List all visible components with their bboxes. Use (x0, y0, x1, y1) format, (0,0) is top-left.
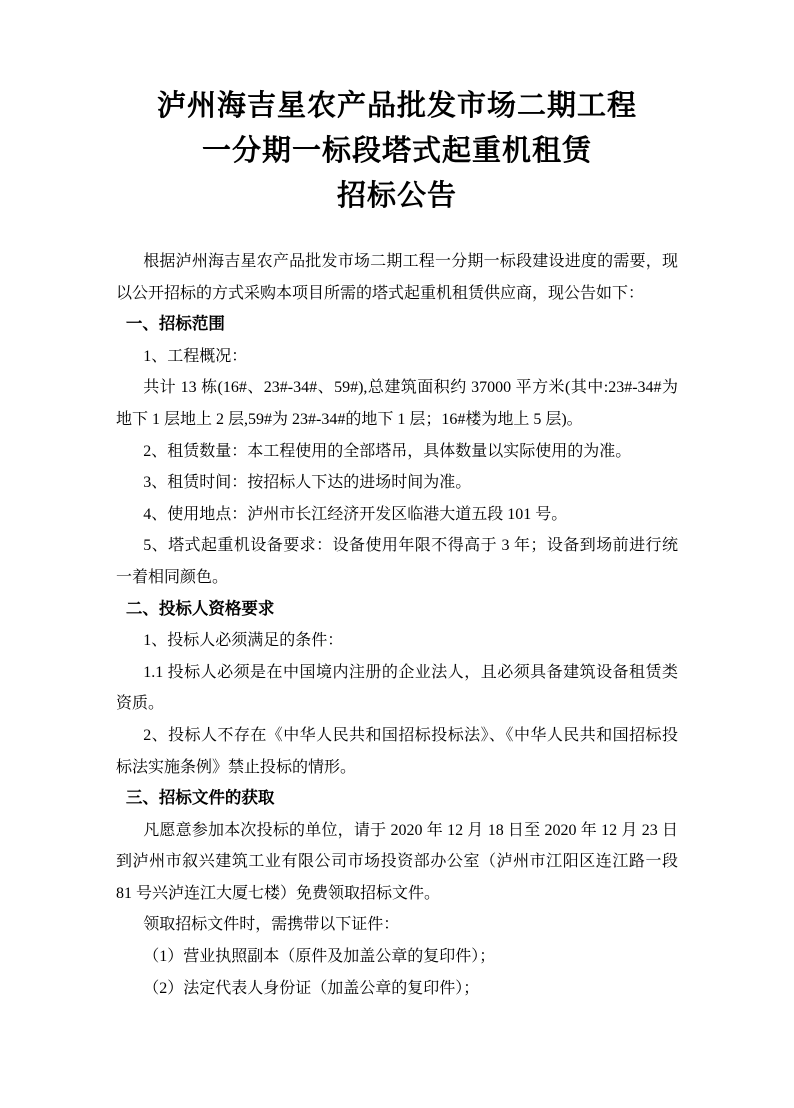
section-3-certificate-2: （2）法定代表人身份证（加盖公章的复印件）； (143, 979, 480, 997)
document-title (116, 84, 678, 219)
section-2-item-1-1: 1.1 投标人必须是在中国境内注册的企业法人，且必须具备建筑设备租赁类资质。 (116, 663, 678, 713)
section-2-item-1: 1、投标人必须满足的条件： (143, 632, 344, 650)
intro-paragraph: 根据泸州海吉星农产品批发市场二期工程一分期一标段建设进度的需要，现以公开招标的方式采购本项目所需的塔式起重机租赁供应商，现公告如下： (116, 253, 678, 302)
section-2-item-2: 2、投标人不存在《中华人民共和国招标投标法》、《中华人民共和国招标投标法实施条例》禁止投标的情形。 (116, 726, 678, 776)
section-1-item-4: 4、使用地点：泸州市长江经济开发区临港大道五段 101 号。 (143, 505, 568, 523)
section-2-heading: 二、投标人资格要求 (125, 599, 275, 618)
section-1-heading: 一、招标范围 (125, 315, 225, 334)
document-body (116, 246, 678, 1004)
doc-title-line-3: 招标公告 (336, 180, 457, 212)
doc-title-line-2: 一分期一标段塔式起重机租赁 (201, 135, 592, 167)
section-3-certificate-1: （1）营业执照副本（原件及加盖公章的复印件）； (143, 948, 496, 966)
section-1-item-2: 2、租赁数量：本工程使用的全部塔吊，具体数量以实际使用的为准。 (143, 442, 632, 460)
section-3-paragraph-1: 凡愿意参加本次投标的单位，请于 2020 年 12 月 18 日至 2020 年 12 月 23 日到泸州市叙兴建筑工业有限公司市场投资部办公室（泸州市江阳区连江路一段 81 号兴泸连江大厦七楼）免费领取招标文件。 (116, 821, 678, 902)
section-1-item-5: 5、塔式起重机设备要求：设备使用年限不得高于 3 年；设备到场前进行统一着相同颜色。 (116, 537, 678, 586)
section-1-item-3: 3、租赁时间：按招标人下达的进场时间为准。 (143, 474, 472, 492)
doc-title-line-1: 泸州海吉星农产品批发市场二期工程 (156, 90, 637, 122)
section-3-heading: 三、招标文件的获取 (125, 789, 275, 808)
section-1-item-1-detail: 共计 13 栋(16#、23#-34#、59#),总建筑面积约 37000 平方米(其中:23#-34#为地下 1 层地上 2 层,59#为 23#-34#的地下 1 层；16#楼为地上 5 层)。 (116, 379, 678, 428)
section-1-item-1: 1、工程概况： (143, 347, 248, 365)
section-3-paragraph-2: 领取招标文件时，需携带以下证件： (143, 916, 400, 934)
